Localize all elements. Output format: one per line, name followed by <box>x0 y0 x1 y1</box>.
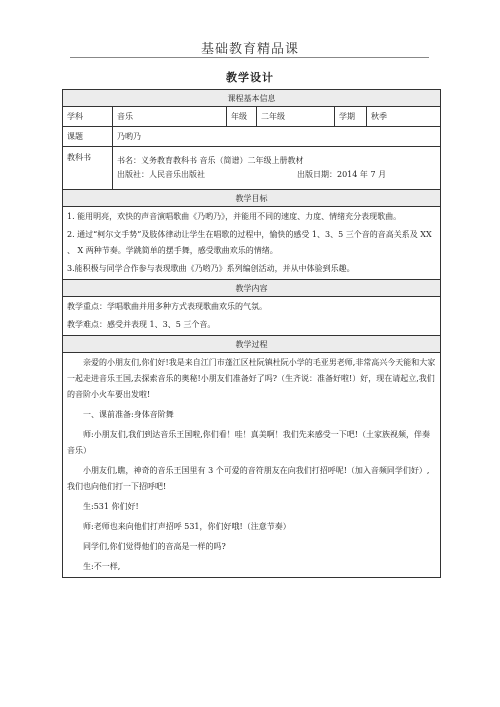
objective-item: 1. 能用明亮，欢快的声音演唱歌曲《乃哟乃》，并能用不同的速度、力度、情绪充分表现歌曲。 <box>67 212 402 221</box>
difficulty: 教学难点：感受并表现 1、3、5 三个音。 <box>67 320 216 329</box>
grade-value: 二年级 <box>257 107 335 127</box>
term-label: 学期 <box>335 107 367 127</box>
process-section-row <box>63 336 441 353</box>
process-cell <box>63 353 441 578</box>
objectives-cell <box>63 207 441 280</box>
publisher: 出版社：人民音乐出版社 <box>117 170 205 179</box>
textbook-name: 书名：义务教育教科书 音乐（简谱）二年级上册教材 <box>117 156 304 165</box>
objective-item: 3.能积极与同学合作参与表现歌曲《乃哟乃》系列编创活动，并从中体验到乐趣。 <box>67 264 355 273</box>
grade-label: 年级 <box>227 107 257 127</box>
process-paragraph: 小朋友们,瞧，神奇的音乐王国里有 3 个可爱的音符朋友在向我们打招呼呢!（加入音频同学们好）,我们也向他们打一下招呼吧! <box>67 466 430 491</box>
objective-item: 2. 通过“柯尔文手势”及肢体律动让学生在唱歌的过程中，愉快的感受 1、3、5 三个音的音高关系及 XX 、 X 两种节奏。学跳简单的摆手舞，感受歌曲欢乐的情绪。 <box>67 230 432 255</box>
publisher-line <box>117 168 436 182</box>
process-row <box>63 353 441 578</box>
textbook-row <box>63 147 441 190</box>
process-paragraph: 师:小朋友们,我们到达音乐王国啦,你们看！哇！真美啊！我们先来感受一下吧!（土家族视频，伴奏音乐） <box>67 430 430 455</box>
content-row <box>63 297 441 336</box>
publication-date: 出版日期：2014 年 7 月 <box>297 170 387 179</box>
key-point: 教学重点：学唱歌曲并用多种方式表现歌曲欢乐的气氛。 <box>67 302 267 311</box>
content-cell <box>63 297 441 336</box>
topic-value: 乃哟乃 <box>113 127 441 147</box>
header-title: 基础教育精品课 <box>200 42 299 57</box>
process-paragraph: 生:531 你们好! <box>83 502 139 511</box>
process-paragraph: 生:不一样, <box>83 562 121 571</box>
topic-label: 课题 <box>63 127 113 147</box>
textbook-label: 教科书 <box>63 147 113 190</box>
process-paragraph: 师:老师也来向他们打声招呼 531，你们好哦!（注意节奏） <box>83 522 291 531</box>
section-heading-objectives: 教学目标 <box>63 190 441 207</box>
header-divider <box>70 57 429 58</box>
section-heading-process: 教学过程 <box>63 336 441 353</box>
section-heading-course-info: 课程基本信息 <box>63 90 441 107</box>
section-heading-content: 教学内容 <box>63 280 441 297</box>
objectives-row <box>63 207 441 280</box>
subject-row <box>63 107 441 127</box>
objectives-section-row <box>63 190 441 207</box>
process-paragraph: 亲爱的小朋友们,你们好!我是来自江门市蓬江区杜阮镇杜阮小学的毛亚男老师,非常高兴今天能和大家一起走进音乐王国,去探索音乐的奥秘!小朋友们准备好了吗?（生齐说：准备好啦!）好，现在请起立,我们的音阶小火车要出发啦! <box>67 358 436 399</box>
lesson-plan-table <box>62 89 441 578</box>
course-info-section-row <box>63 90 441 107</box>
term-value: 秋季 <box>367 107 441 127</box>
topic-row <box>63 127 441 147</box>
textbook-info <box>113 147 441 190</box>
content-section-row <box>63 280 441 297</box>
document-title: 教学设计 <box>226 71 274 84</box>
process-paragraph: 同学们,你们觉得他们的音高是一样的吗? <box>83 542 226 551</box>
subject-value: 音乐 <box>113 107 227 127</box>
subject-label: 学科 <box>63 107 113 127</box>
process-paragraph: 一、课前准备:身体音阶舞 <box>83 410 174 419</box>
